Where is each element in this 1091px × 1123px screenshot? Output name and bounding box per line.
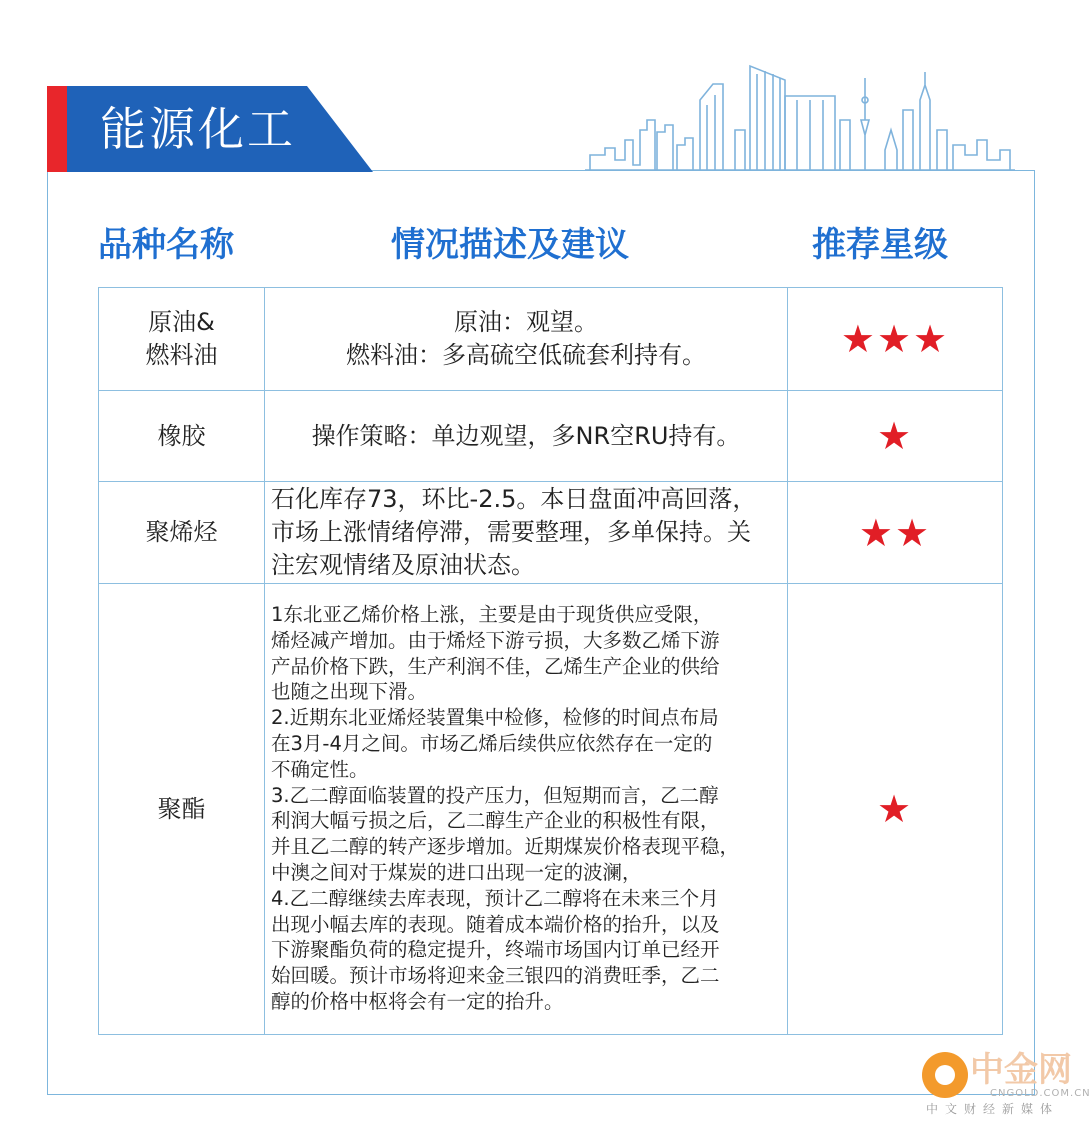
recommendation-table [98, 287, 1003, 1035]
variety-name-cell [99, 288, 265, 391]
description-line: 出现小幅去库的表现。随着成本端价格的抬升，以及 [271, 912, 720, 936]
star-rating-icon: ★ [876, 787, 914, 831]
variety-name-line: 燃料油 [145, 341, 218, 369]
variety-name-line: 原油& [148, 308, 215, 336]
description-line: 并且乙二醇的转产逐步增加。近期煤炭价格表现平稳， [271, 835, 740, 859]
logo-name: 中金网 [970, 1050, 1072, 1090]
variety-name-line: 聚烯烃 [145, 518, 218, 546]
city-skyline-icon [585, 60, 1015, 172]
description-cell [265, 584, 788, 1035]
star-rating-icon: ★★★ [840, 317, 950, 361]
table-row [99, 584, 1003, 1035]
description-line: 不确定性。 [271, 757, 369, 781]
variety-name-cell [99, 584, 265, 1035]
description-line: 4.乙二醇继续去库表现，预计乙二醇将在未来三个月 [271, 886, 719, 910]
logo-mark-icon [922, 1052, 968, 1098]
variety-name-cell [99, 391, 265, 482]
description-line: 在3月-4月之间。市场乙烯后续供应依然存在一定的 [271, 731, 713, 755]
rating-cell [788, 584, 1003, 1035]
description-line: 原油：观望。 [454, 308, 598, 336]
description-line: 也随之出现下滑。 [271, 680, 428, 704]
rating-cell [788, 482, 1003, 584]
description-line: 中澳之间对于煤炭的进口出现一定的波澜， [271, 860, 642, 884]
description-line: 注宏观情绪及原油状态。 [271, 551, 535, 579]
description-line: 醇的价格中枢将会有一定的抬升。 [271, 989, 564, 1013]
variety-name-cell [99, 482, 265, 584]
description-line: 利润大幅亏损之后，乙二醇生产企业的积极性有限， [271, 809, 720, 833]
rating-cell [788, 288, 1003, 391]
variety-name-line: 橡胶 [157, 421, 206, 450]
description-line: 产品价格下跌，生产利润不佳，乙烯生产企业的供给 [271, 654, 720, 678]
table-row [99, 482, 1003, 584]
star-rating-icon: ★★ [858, 510, 932, 555]
rating-cell [788, 391, 1003, 482]
description-line: 下游聚酯负荷的稳定提升，终端市场国内订单已经开 [271, 938, 720, 962]
description-cell [265, 482, 788, 584]
description-line: 燃料油：多高硫空低硫套利持有。 [346, 341, 706, 369]
header-variety-name: 品种名称 [98, 225, 234, 265]
description-cell [265, 288, 788, 391]
banner-red-accent [47, 86, 67, 172]
variety-name-line: 聚酯 [157, 794, 206, 823]
table-row [99, 288, 1003, 391]
table-row [99, 391, 1003, 482]
description-line: 3.乙二醇面临装置的投产压力，但短期而言，乙二醇 [271, 783, 719, 807]
description-line: 操作策略：单边观望，多NR空RU持有。 [311, 421, 741, 450]
logo-tagline: 中文财经新媒体 [926, 1102, 1060, 1116]
description-line: 始回暖。预计市场将迎来金三银四的消费旺季，乙二 [271, 964, 720, 988]
header-star-rating: 推荐星级 [812, 225, 948, 265]
star-rating-icon: ★ [876, 414, 914, 458]
section-title: 能源化工 [100, 102, 296, 156]
description-line: 烯烃减产增加。由于烯烃下游亏损，大多数乙烯下游 [271, 628, 720, 652]
description-line: 石化库存73，环比-2.5。本日盘面冲高回落， [271, 485, 757, 513]
logo-url: CNGOLD.COM.CN [990, 1088, 1091, 1099]
description-line: 1东北亚乙烯价格上涨，主要是由于现货供应受限， [271, 603, 713, 626]
description-line: 市场上涨情绪停滞，需要整理，多单保持。关 [271, 518, 751, 546]
description-cell [265, 391, 788, 482]
description-line: 2.近期东北亚烯烃装置集中检修，检修的时间点布局 [271, 706, 719, 730]
header-description: 情况描述及建议 [391, 225, 629, 265]
cngold-logo [920, 1048, 1091, 1118]
